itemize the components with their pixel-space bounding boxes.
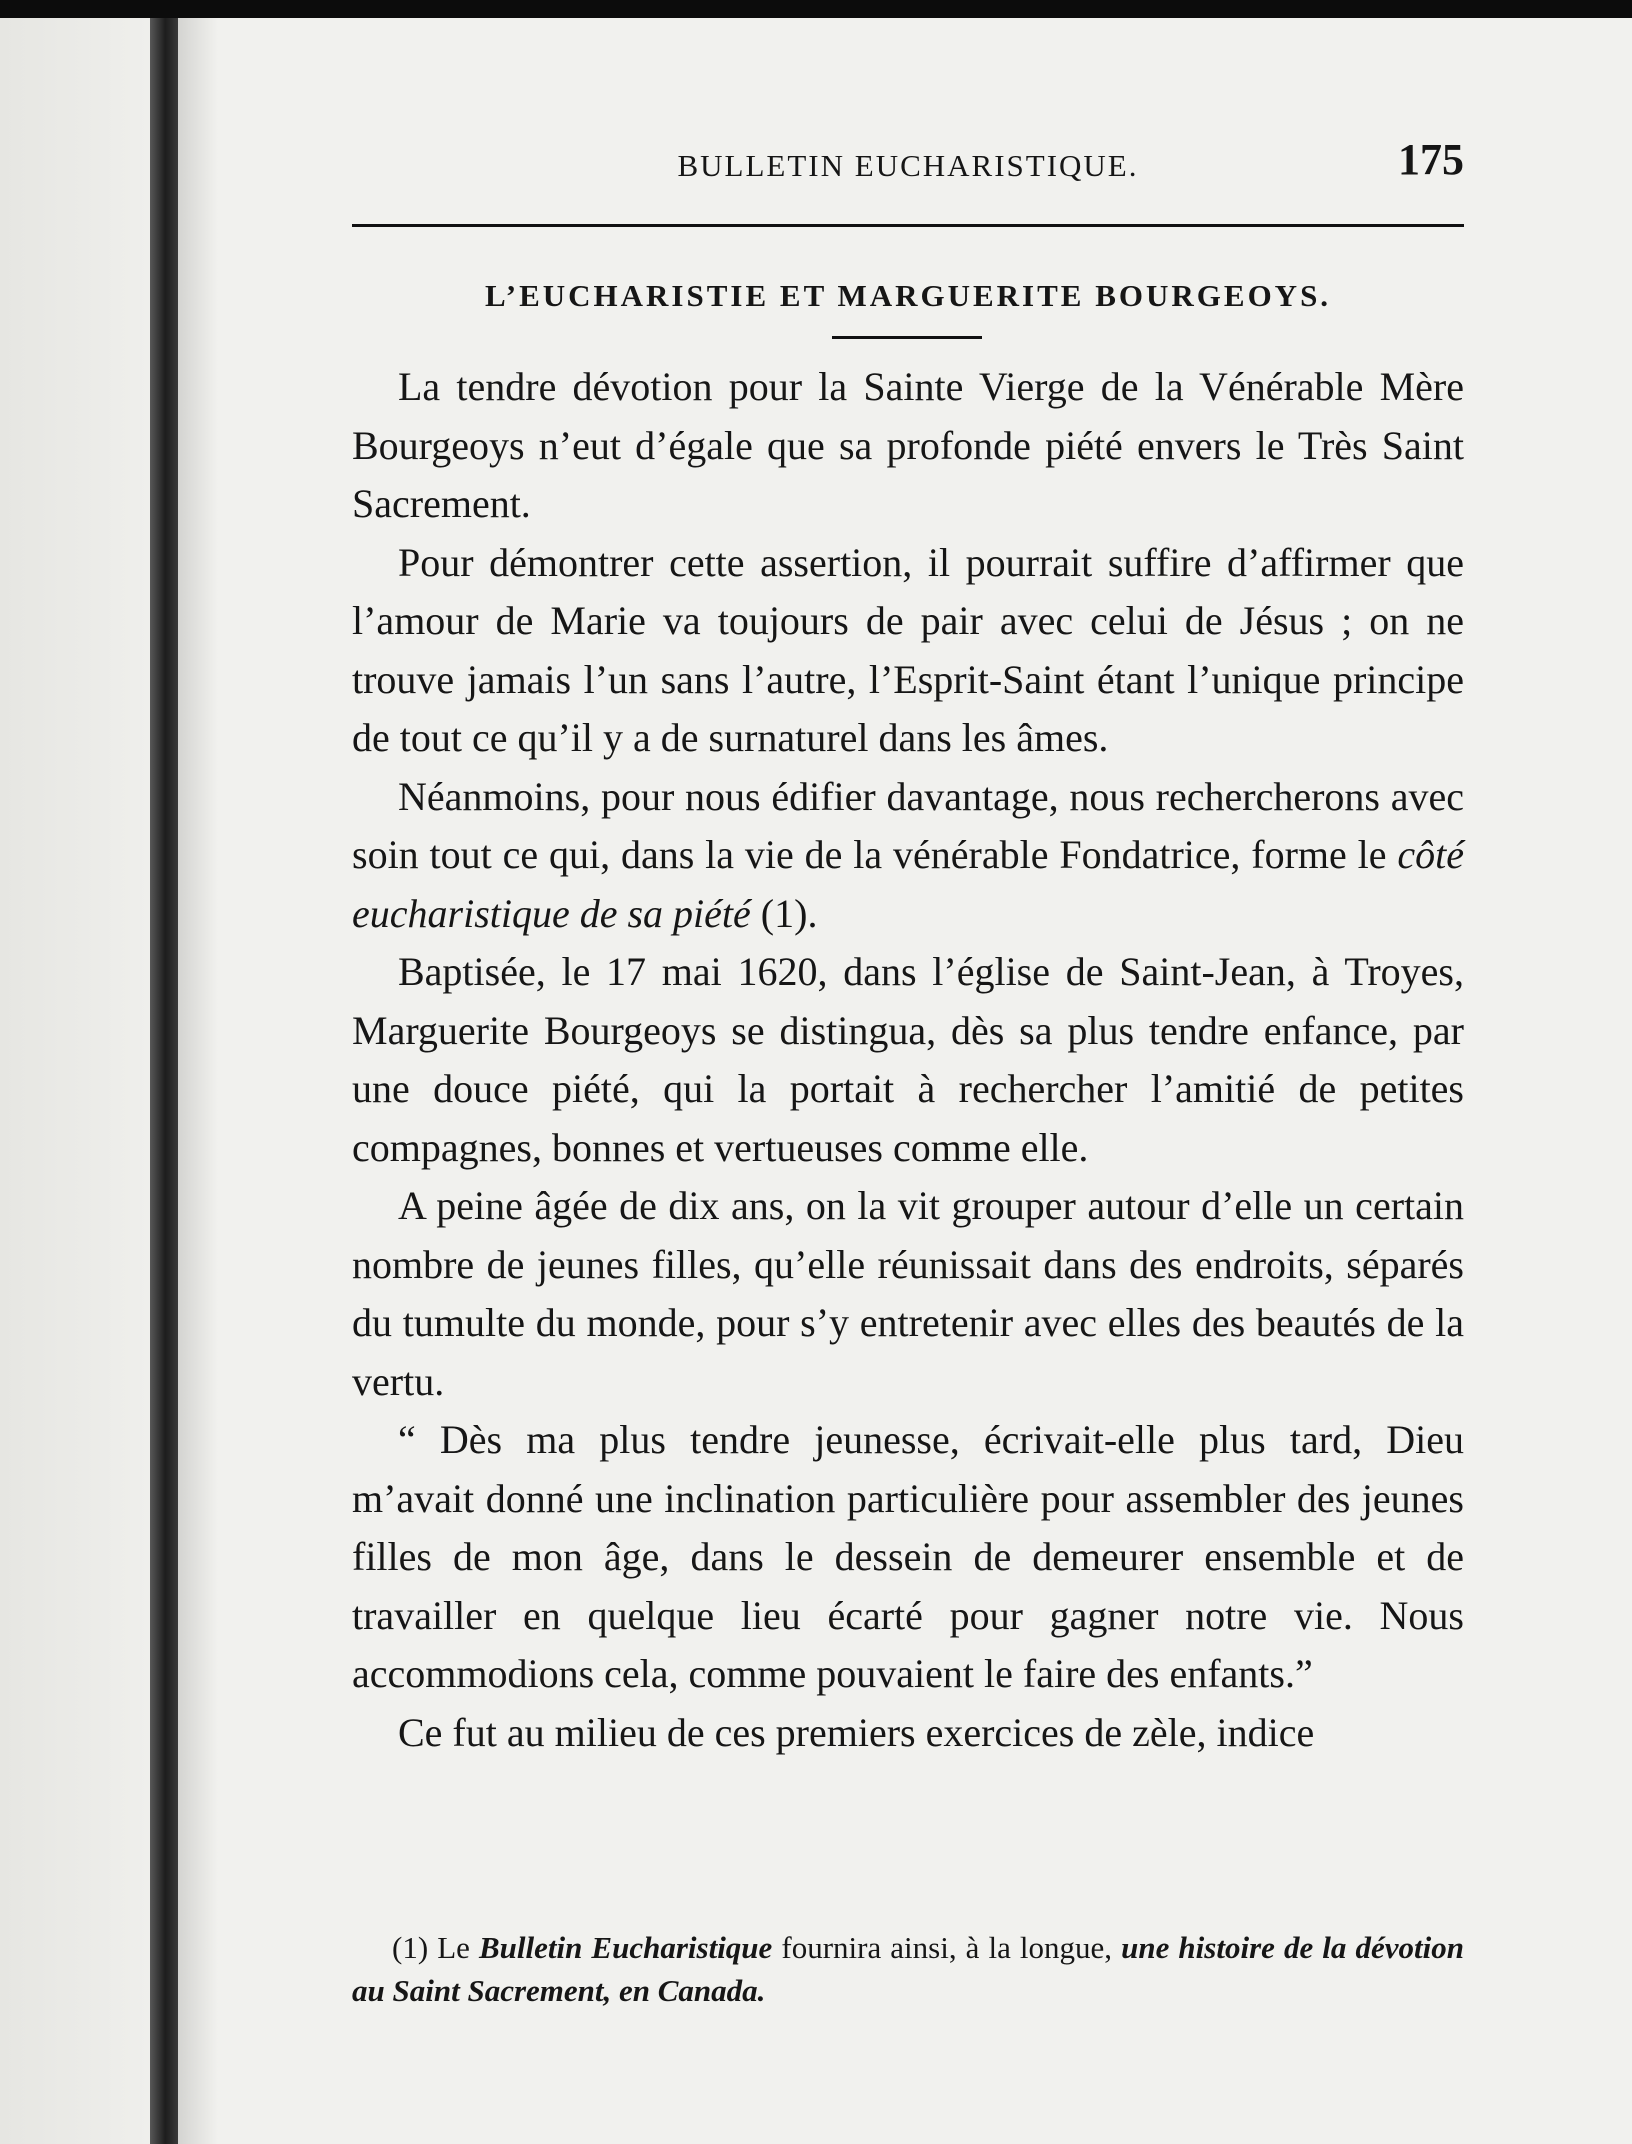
footnote bbox=[352, 1926, 1464, 2012]
footnote-text: fournira ainsi, à la longue, bbox=[772, 1930, 1122, 1965]
paragraph: A peine âgée de dix ans, on la vit grouper autour d’elle un certain nombre de jeunes filles, qu’elle réunissait dans des endroits, séparés du tumulte du monde, pour s’y entretenir avec elles des beautés de la vertu. bbox=[352, 1183, 1464, 1404]
paragraph: “ Dès ma plus tendre jeunesse, écrivait-elle plus tard, Dieu m’avait donné une inclination particulière pour assembler des jeunes filles de mon âge, dans le dessein de demeurer ensemble et de travailler en quelque lieu écarté pour gagner notre vie. Nous accommodions cela, comme pouvaient le faire des enfants.” bbox=[352, 1417, 1464, 1696]
gutter-shadow bbox=[178, 18, 218, 2144]
scan-top-border bbox=[0, 0, 1632, 18]
title-rule bbox=[832, 336, 982, 339]
footnote-italic: Bulletin Eucharistique bbox=[478, 1930, 773, 1965]
book-spine-gutter bbox=[150, 18, 178, 2144]
italic-phrase: côté eucharistique de sa piété bbox=[352, 832, 1464, 936]
book-page bbox=[352, 130, 1464, 2090]
page-number: 175 bbox=[1398, 135, 1464, 184]
article-body bbox=[352, 358, 1464, 1762]
article-title: L’EUCHARISTIE ET MARGUERITE BOURGEOYS. bbox=[484, 278, 1332, 313]
paragraph: Baptisée, le 17 mai 1620, dans l’église de Saint-Jean, à Troyes, Marguerite Bourgeoys se distingua, dès sa plus tendre enfance, par une douce piété, qui la portait à rechercher l’amitié de petites compagnes, bonnes et vertueuses comme elle. bbox=[352, 949, 1464, 1170]
footnote-marker: (1) Le bbox=[392, 1930, 479, 1965]
paragraph bbox=[352, 768, 1464, 944]
paragraph: Ce fut au milieu de ces premiers exercices de zèle, indice bbox=[398, 1709, 1315, 1755]
paragraph: Pour démontrer cette assertion, il pourrait suffire d’affirmer que l’amour de Marie va toujours de pair avec celui de Jésus ; on ne trouve jamais l’un sans l’autre, l’Esprit-Saint étant l’unique principe de tout ce qu’il y a de surnaturel dans les âmes. bbox=[352, 539, 1464, 760]
running-header bbox=[352, 130, 1464, 200]
footnote-italic: une histoire de la dévotion au Saint Sacrement, en Canada. bbox=[352, 1930, 1464, 2008]
paragraph-text: Néanmoins, pour nous édifier davantage, nous rechercherons avec soin tout ce qui, dans la vie de la vénérable Fondatrice, forme le bbox=[352, 773, 1464, 877]
footnote-reference: (1). bbox=[750, 890, 818, 936]
paragraph: La tendre dévotion pour la Sainte Vierge de la Vénérable Mère Bourgeoys n’eut d’égale que sa profonde piété envers le Très Saint Sacrement. bbox=[352, 364, 1464, 526]
running-title: BULLETIN EUCHARISTIQUE. bbox=[677, 148, 1139, 183]
header-rule bbox=[352, 224, 1464, 227]
facing-page-edge bbox=[0, 18, 150, 2144]
